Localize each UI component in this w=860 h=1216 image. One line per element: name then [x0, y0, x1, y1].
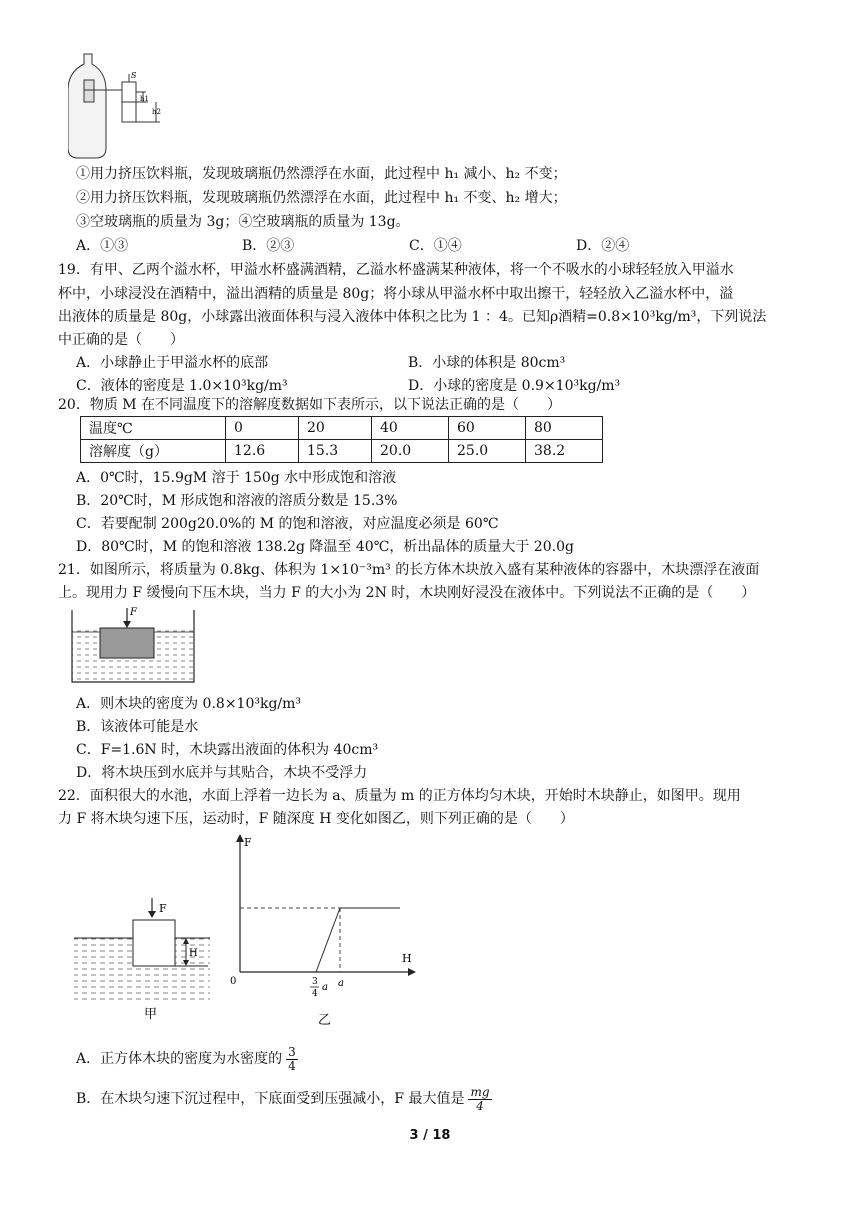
fraction-numerator: 3 [288, 1044, 296, 1059]
q20-option-a: A．0℃时，15.9gM 溶于 150g 水中形成饱和溶液 [76, 470, 397, 486]
table-cell: 25.0 [449, 440, 526, 463]
table-cell: 15.3 [299, 440, 372, 463]
table-cell: 溶解度（g） [81, 440, 226, 463]
table-cell: 80 [526, 417, 603, 440]
container-block-figure [68, 604, 198, 684]
q19-stem-line-3: 出液体的质量是 80g，小球露出液面体积与浸入液体中体积之比为 1 ：4。已知ρ酒精=0.8×10³kg/m³，下列说法 [58, 309, 767, 325]
force-label: F [159, 902, 167, 915]
q22-stem-line-1: 22．面积很大的水池，水面上浮着一边长为 a、质量为 m 的正方体均匀木块，开始时木块静止，如图甲。现用 [58, 788, 741, 804]
q19-option-a: A．小球静止于甲溢水杯的底部 [76, 355, 269, 371]
q18-statement-1: ①用力挤压饮料瓶，发现玻璃瓶仍然漂浮在水面，此过程中 h₁ 减小、h₂ 不变； [76, 166, 567, 182]
bottle-figure [68, 52, 180, 164]
fraction [286, 1046, 298, 1073]
table-cell: 20 [299, 417, 372, 440]
caption-yi: 乙 [318, 1013, 332, 1028]
q18-option-d: D．②④ [576, 238, 630, 254]
label-h2: h2 [152, 108, 161, 116]
figure-jia [72, 888, 222, 1024]
origin-label: 0 [230, 976, 237, 987]
q19-option-c: C．液体的密度是 1.0×10³kg/m³ [76, 378, 288, 394]
option-text: B．在木块匀速下沉过程中，下底面受到压强减小，F 最大值是 [76, 1091, 465, 1107]
q21-stem-line-1: 21．如图所示，将质量为 0.8kg、体积为 1×10⁻³m³ 的长方体木块放入盛有某种液体的容器中，木块漂浮在液面 [58, 562, 760, 578]
q22-option-a [76, 1044, 302, 1074]
fraction-numerator: mg [470, 1084, 490, 1099]
q18-option-a: A．①③ [76, 238, 129, 254]
force-label: F [130, 607, 137, 618]
solubility-table [80, 416, 603, 463]
table-cell: 40 [372, 417, 449, 440]
label-s: S [131, 71, 137, 80]
q19-stem-line-4: 中正确的是（ ） [58, 332, 184, 348]
table-cell: 12.6 [226, 440, 299, 463]
table-row [81, 417, 603, 440]
q21-option-a: A．则木块的密度为 0.8×10³kg/m³ [76, 696, 302, 712]
table-cell: 60 [449, 417, 526, 440]
table-cell: 温度℃ [81, 417, 226, 440]
q18-statement-3: ③空玻璃瓶的质量为 3g；④空玻璃瓶的质量为 13g。 [76, 214, 410, 230]
page-number: 3 / 18 [409, 1128, 451, 1143]
label-h1: h1 [140, 95, 149, 103]
q18-statement-2: ②用力挤压饮料瓶，发现玻璃瓶仍然漂浮在水面，此过程中 h₁ 不变、h₂ 增大； [76, 190, 567, 206]
axis-label-h: H [402, 952, 412, 965]
q20-option-b: B．20℃时，M 形成饱和溶液的溶质分数是 15.3% [76, 493, 398, 509]
option-text: A．正方体木块的密度为水密度的 [76, 1051, 283, 1067]
table-cell: 38.2 [526, 440, 603, 463]
frac-numerator: 3 [312, 977, 318, 987]
axis-label-f: F [244, 836, 252, 849]
q21-stem-line-2: 上。现用力 F 缓慢向下压木块，当力 F 的大小为 2N 时，木块刚好浸没在液体中。下列说法不正确的是（ ） [58, 585, 756, 601]
q19-option-b: B．小球的体积是 80cm³ [408, 355, 566, 371]
depth-label: H [189, 948, 198, 959]
q20-option-d: D．80℃时，M 的饱和溶液 138.2g 降温至 40℃，析出晶体的质量大于 20.0g [76, 539, 574, 555]
q19-option-d: D．小球的密度是 0.9×10³kg/m³ [408, 378, 621, 394]
q22-stem-line-2: 力 F 将木块匀速下压，运动时，F 随深度 H 变化如图乙，则下列正确的是（ ） [58, 811, 574, 827]
q19-stem-line-2: 杯中，小球浸没在酒精中，溢出酒精的质量是 80g；将小球从甲溢水杯中取出擦干，轻轻放入乙溢水杯中，溢 [58, 286, 734, 302]
q18-option-b: B．②③ [242, 238, 295, 254]
q20-option-c: C．若要配制 200g20.0%的 M 的饱和溶液，对应温度必须是 60℃ [76, 516, 499, 532]
fraction-denominator: 4 [288, 1058, 296, 1073]
q22-option-b [76, 1084, 496, 1114]
frac-denominator: 4 [312, 989, 318, 999]
a-label: a [322, 982, 328, 993]
fraction-denominator: 4 [476, 1098, 484, 1113]
fraction [468, 1086, 491, 1113]
q21-option-d: D．将木块压到水底并与其贴合，木块不受浮力 [76, 765, 368, 781]
q20-stem: 20．物质 M 在不同温度下的溶解度数据如下表所示，以下说法正确的是（ ） [58, 397, 562, 413]
caption-jia: 甲 [144, 1007, 158, 1022]
table-cell: 0 [226, 417, 299, 440]
table-cell: 20.0 [372, 440, 449, 463]
a-label: a [338, 978, 344, 989]
q18-option-c: C．①④ [409, 238, 462, 254]
q19-stem-line-1: 19．有甲、乙两个溢水杯，甲溢水杯盛满酒精，乙溢水杯盛满某种液体，将一个不吸水的小球轻轻放入甲溢水 [58, 262, 734, 278]
q21-option-c: C．F=1.6N 时，木块露出液面的体积为 40cm³ [76, 742, 379, 758]
table-row [81, 440, 603, 463]
figure-yi [226, 830, 422, 1030]
q21-option-b: B．该液体可能是水 [76, 719, 199, 735]
